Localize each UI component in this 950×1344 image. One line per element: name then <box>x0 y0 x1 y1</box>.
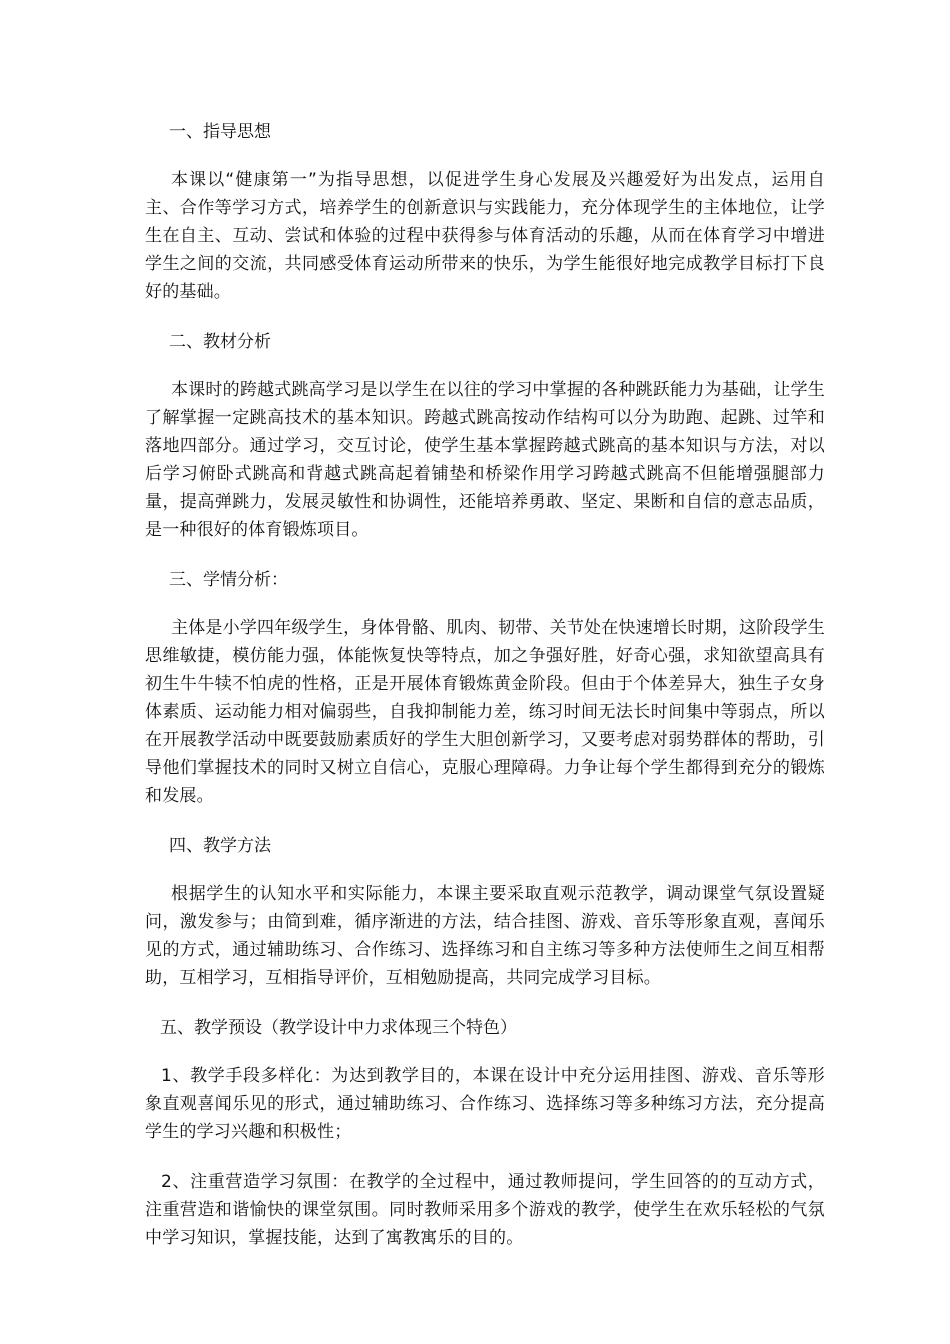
section-material-analysis <box>145 328 825 544</box>
section-heading: 四、教学方法 <box>169 836 271 856</box>
section-learner-analysis <box>145 566 825 810</box>
section-heading: 五、教学预设（教学设计中力求体现三个特色） <box>160 1018 517 1038</box>
section-teaching-method <box>145 832 825 992</box>
section-paragraph: 本课时的跨越式跳高学习是以学生在以往的学习中掌握的各种跳跃能力为基础，让学生了解掌握一定跳高技术的基本知识。跨越式跳高按动作结构可以分为助跑、起跳、过竿和落地四部分。通过学习，交互讨论，使学生基本掌握跨越式跳高的基本知识与方法，对以后学习俯卧式跳高和背越式跳高起着铺垫和桥梁作用学习跨越式跳高不但能增强腿部力量，提高弹跳力，发展灵敏性和协调性，还能培养勇敢、坚定、果断和自信的意志品质，是一种很好的体育锻炼项目。 <box>145 380 825 540</box>
section-heading: 三、学情分析： <box>169 570 288 590</box>
section-paragraph: 主体是小学四年级学生，身体骨骼、肌肉、韧带、关节处在快速增长时期，这阶段学生思维敏捷，模仿能力强，体能恢复快等特点，加之争强好胜，好奇心强，求知欲望高具有初生牛牛犊不怕虎的性格，正是开展体育锻炼黄金阶段。但由于个体差异大，独生子女身体素质、运动能力相对偏弱些，自我抑制能力差，练习时间无法长时间集中等弱点，所以在开展教学活动中既要鼓励素质好的学生大胆创新学习，又要考虑对弱势群体的帮助，引导他们掌握技术的同时又树立自信心，克服心理障碍。力争让每个学生都得到充分的锻炼和发展。 <box>145 618 825 806</box>
section-heading: 二、教材分析 <box>169 332 271 352</box>
section-paragraph: 本课以“健康第一”为指导思想，以促进学生身心发展及兴趣爱好为出发点，运用自主、合作等学习方式，培养学生的创新意识与实践能力，充分体现学生的主体地位，让学生在自主、互动、尝试和体验的过程中获得参与体育活动的乐趣，从而在体育学习中增进学生之间的交流，共同感受体育运动所带来的快乐，为学生能很好地完成教学目标打下良好的基础。 <box>145 170 825 302</box>
section-guiding-ideology <box>145 118 825 306</box>
list-item: 1、教学手段多样化：为达到教学目的，本课在设计中充分运用挂图、游戏、音乐等形象直观喜闻乐见的形式，通过辅助练习、合作练习、选择练习等多种练习方法，充分提高学生的学习兴趣和积极性； <box>145 1066 825 1142</box>
list-item: 2、注重营造学习氛围：在教学的全过程中，通过教师提问，学生回答的的互动方式，注重营造和谐愉快的课堂氛围。同时教师采用多个游戏的教学，使学生在欢乐轻松的气氛中学习知识，掌握技能，达到了寓教寓乐的目的。 <box>145 1172 825 1248</box>
section-paragraph: 根据学生的认知水平和实际能力，本课主要采取直观示范教学，调动课堂气氛设置疑问，激发参与；由简到难，循序渐进的方法，结合挂图、游戏、音乐等形象直观，喜闻乐见的方式，通过辅助练习、合作练习、选择练习和自主练习等多种方法使师生之间互相帮助，互相学习，互相指导评价，互相勉励提高，共同完成学习目标。 <box>145 884 825 988</box>
section-heading: 一、指导思想 <box>169 122 271 142</box>
section-teaching-preset <box>145 1014 825 1252</box>
document-page <box>145 118 825 1274</box>
